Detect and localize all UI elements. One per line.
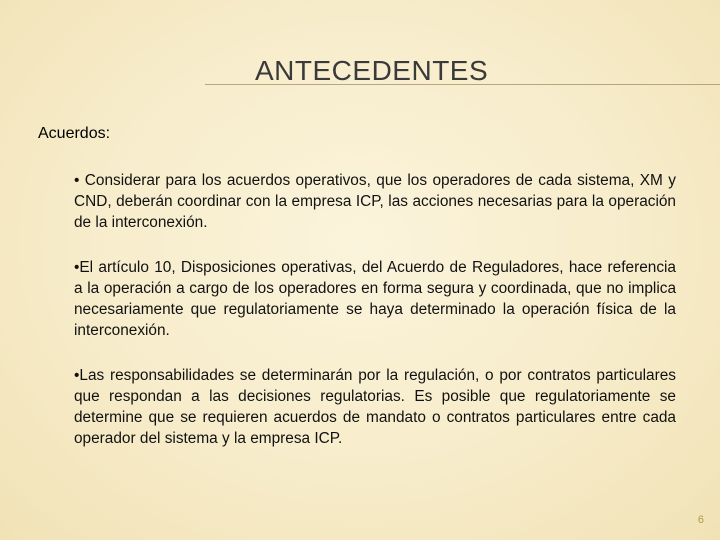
slide-subtitle: Acuerdos: <box>38 125 111 142</box>
paragraph-1: • Considerar para los acuerdos operativos, que los operadores de cada sistema, XM y CND, deberán coordinar con la empresa ICP, las acciones necesarias para la operación de la interconexión. <box>74 172 676 231</box>
page-number: 6 <box>697 514 704 526</box>
slide-title: ANTECEDENTES <box>255 55 489 86</box>
paragraph-2: •El artículo 10, Disposiciones operativas, del Acuerdo de Reguladores, hace referencia a la operación a cargo de los operadores en forma segura y coordinada, que no implica necesariamente que regulatoriamente se haya determinado la operación física de la interconexión. <box>74 259 676 339</box>
paragraph-3: •Las responsabilidades se determinarán por la regulación, o por contratos particulares que respondan a las decisiones regulatorias. Es posible que regulatoriamente se determine que se requieren acuerdos de mandato o contratos particulares entre cada operador del sistema y la empresa ICP. <box>74 367 676 447</box>
content-body <box>74 170 676 473</box>
